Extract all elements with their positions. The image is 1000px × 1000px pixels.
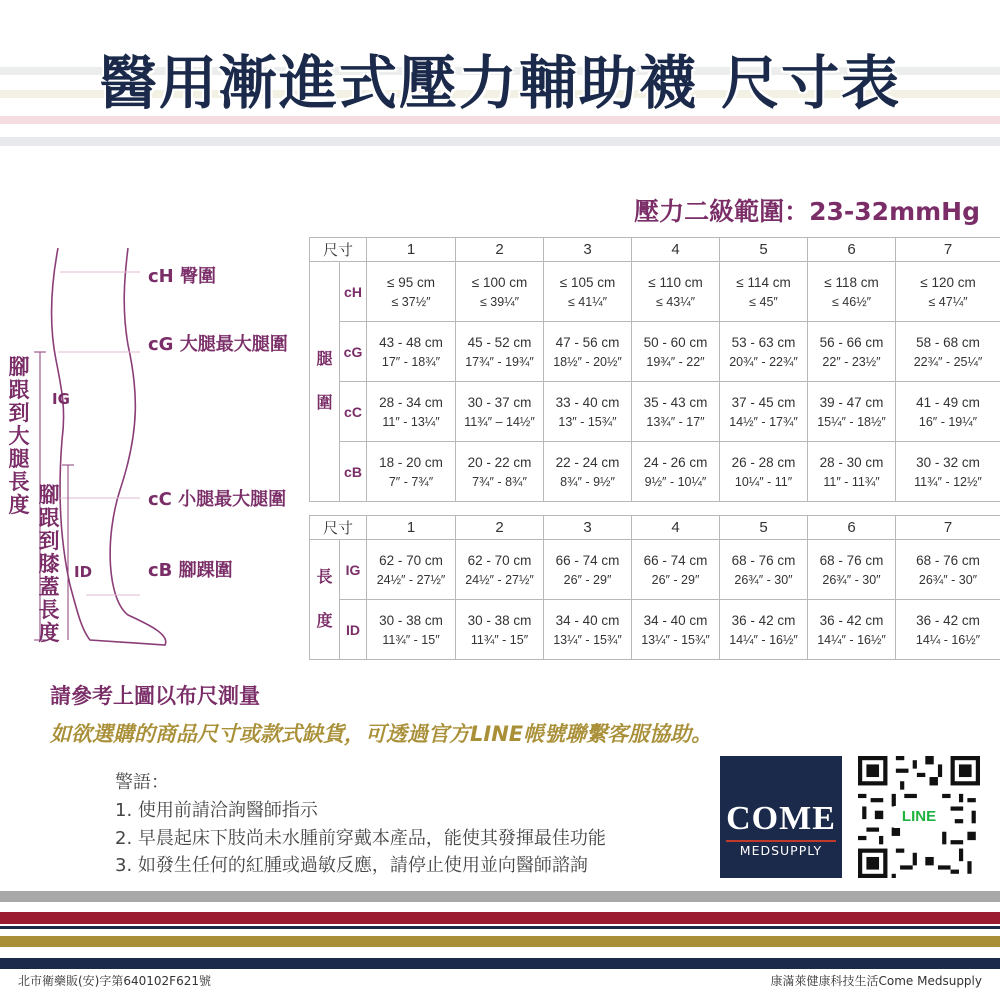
measurement-row xyxy=(310,262,1000,322)
size-cell xyxy=(544,382,632,442)
cm-value: 30 - 38 cm xyxy=(379,612,443,628)
inch-value: 11¾″ – 14½″ xyxy=(464,414,535,429)
inch-value: ≤ 39¼″ xyxy=(479,294,520,309)
cm-value: ≤ 100 cm xyxy=(471,274,528,290)
inch-value: 22″ - 23½″ xyxy=(822,354,881,369)
measurement-code: ID xyxy=(340,600,367,660)
cm-value: 41 - 49 cm xyxy=(916,394,980,410)
size-cell xyxy=(632,262,720,322)
inch-value: 16″ - 19¼″ xyxy=(918,414,978,429)
size-cell xyxy=(456,262,544,322)
cc-label: cC 小腿最大腿圍 xyxy=(148,489,287,510)
size-cell xyxy=(632,442,720,502)
group-label xyxy=(310,262,340,502)
inch-value: 8¾″ - 9½″ xyxy=(560,474,615,489)
logo-divider xyxy=(726,840,836,842)
size-cell xyxy=(544,600,632,660)
size-cell xyxy=(720,442,808,502)
warning-title: 警語： xyxy=(115,772,169,793)
cm-value: 34 - 40 cm xyxy=(643,612,708,628)
page-title: 醫用漸進式壓力輔助襪 尺寸表 xyxy=(98,49,902,117)
girth-size-table xyxy=(309,237,1000,502)
cm-value: 56 - 66 cm xyxy=(819,334,884,350)
size-cell xyxy=(456,442,544,502)
inch-value: ≤ 43¼″ xyxy=(655,294,696,309)
inch-value: 13¼″ - 15¾″ xyxy=(641,632,710,647)
size-cell xyxy=(896,382,1000,442)
measurement-row xyxy=(310,600,1000,660)
inch-value: 14¼ - 16½″ xyxy=(915,632,981,647)
size-cell xyxy=(720,322,808,382)
size-cell xyxy=(720,262,808,322)
measurement-row xyxy=(310,382,1000,442)
size-cell xyxy=(367,262,456,322)
size-number: 1 xyxy=(367,516,456,540)
inch-value: 7″ - 7¾″ xyxy=(388,474,434,489)
size-number: 2 xyxy=(456,516,544,540)
group-label-char: 圍 xyxy=(316,394,333,412)
measurement-code: cB xyxy=(340,442,367,502)
line-qr-code[interactable] xyxy=(858,756,980,878)
size-number: 4 xyxy=(632,238,720,262)
cm-value: 22 - 24 cm xyxy=(555,454,620,470)
size-number: 6 xyxy=(808,516,896,540)
measurement-code: cH xyxy=(340,262,367,322)
inch-value: ≤ 41¼″ xyxy=(567,294,608,309)
size-cell xyxy=(456,322,544,382)
cm-value: ≤ 105 cm xyxy=(559,274,616,290)
cm-value: 35 - 43 cm xyxy=(643,394,708,410)
inch-value: ≤ 46½″ xyxy=(831,294,872,309)
inch-value: 20¾″ - 22¾″ xyxy=(729,354,798,369)
footer-stripe-navy xyxy=(0,958,1000,969)
measurement-row xyxy=(310,540,1000,600)
logo-subtitle: MEDSUPPLY xyxy=(739,843,823,858)
size-cell xyxy=(632,600,720,660)
cm-value: ≤ 118 cm xyxy=(824,274,879,290)
size-header-row xyxy=(310,238,1000,262)
measurement-row xyxy=(310,322,1000,382)
inch-value: ≤ 45″ xyxy=(749,294,778,309)
footer-stripe-navy-thin xyxy=(0,926,1000,929)
leg-outline xyxy=(52,248,166,645)
cm-value: 53 - 63 cm xyxy=(731,334,796,350)
cm-value: 68 - 76 cm xyxy=(819,552,884,568)
size-cell xyxy=(456,382,544,442)
size-cell xyxy=(808,262,896,322)
cm-value: 36 - 42 cm xyxy=(731,612,796,628)
cm-value: 24 - 26 cm xyxy=(643,454,708,470)
cb-label: cB 腳踝圍 xyxy=(148,560,233,581)
inch-value: 17¾″ - 19¾″ xyxy=(465,354,534,369)
inch-value: 26¾″ - 30″ xyxy=(734,572,793,587)
stock-note: 如欲選購的商品尺寸或款式缺貨，可透過官方LINE帳號聯繫客服協助。 xyxy=(50,722,713,746)
warning-item: 2. 早晨起床下肢尚未水腫前穿戴本產品，能使其發揮最佳功能 xyxy=(115,828,606,849)
size-cell xyxy=(808,442,896,502)
cm-value: 45 - 52 cm xyxy=(467,334,532,350)
inch-value: 13″ - 15¾″ xyxy=(558,414,617,429)
size-number: 7 xyxy=(896,238,1000,262)
cm-value: 43 - 48 cm xyxy=(379,334,443,350)
inch-value: 14¼″ - 16½″ xyxy=(817,632,886,647)
company-name: 康滿萊健康科技生活Come Medsupply xyxy=(770,974,982,988)
size-cell xyxy=(367,600,456,660)
cm-value: 62 - 70 cm xyxy=(467,552,532,568)
cm-value: ≤ 95 cm xyxy=(387,274,435,290)
size-cell xyxy=(720,600,808,660)
size-cell xyxy=(456,540,544,600)
size-cell xyxy=(808,382,896,442)
size-cell xyxy=(367,540,456,600)
cm-value: 68 - 76 cm xyxy=(916,552,980,568)
inch-value: ≤ 47¼″ xyxy=(928,294,968,309)
ch-label: cH 臀圍 xyxy=(148,266,217,287)
cm-value: 28 - 30 cm xyxy=(819,454,884,470)
cm-value: ≤ 114 cm xyxy=(736,274,791,290)
inch-value: 11¾″ - 15″ xyxy=(470,632,529,647)
inch-value: 13¼″ - 15¾″ xyxy=(553,632,622,647)
inch-value: 15¼″ - 18½″ xyxy=(817,414,886,429)
inch-value: 7¾″ - 8¾″ xyxy=(472,474,527,489)
size-cell xyxy=(632,322,720,382)
size-header-row xyxy=(310,516,1000,540)
logo-word: COME xyxy=(726,800,836,837)
license-number: 北市衛藥販(安)字第640102F621號 xyxy=(18,974,211,988)
cm-value: 62 - 70 cm xyxy=(379,552,443,568)
size-cell xyxy=(808,322,896,382)
inch-value: 22¾″ - 25¼″ xyxy=(913,354,983,369)
measurement-row xyxy=(310,442,1000,502)
inch-value: 19¾″ - 22″ xyxy=(646,354,705,369)
inch-value: 11″ - 11¾″ xyxy=(823,474,880,489)
inch-value: 9½″ - 10¼″ xyxy=(644,474,707,489)
size-cell xyxy=(544,322,632,382)
size-cell xyxy=(808,540,896,600)
line-logo: LINE xyxy=(894,806,944,828)
pressure-range: 壓力二級範圍：23-32mmHg xyxy=(634,197,980,226)
cm-value: 30 - 38 cm xyxy=(467,612,532,628)
size-cell xyxy=(632,540,720,600)
inch-value: 14½″ - 17¾″ xyxy=(729,414,798,429)
size-number: 6 xyxy=(808,238,896,262)
inch-value: 24½″ - 27½″ xyxy=(465,572,534,587)
group-label-char: 度 xyxy=(316,612,333,630)
size-number: 7 xyxy=(896,516,1000,540)
cm-value: 66 - 74 cm xyxy=(643,552,708,568)
cm-value: 39 - 47 cm xyxy=(819,394,884,410)
cm-value: 28 - 34 cm xyxy=(379,394,443,410)
size-number: 2 xyxy=(456,238,544,262)
cm-value: 30 - 37 cm xyxy=(467,394,532,410)
size-cell xyxy=(896,322,1000,382)
footer-stripe-gold xyxy=(0,936,1000,947)
size-number: 1 xyxy=(367,238,456,262)
size-cell xyxy=(896,600,1000,660)
footer-stripe-red xyxy=(0,912,1000,924)
cm-value: 58 - 68 cm xyxy=(916,334,980,350)
size-header-label: 尺寸 xyxy=(310,238,367,262)
warning-item: 3. 如發生任何的紅腫或過敏反應，請停止使用並向醫師諮詢 xyxy=(115,855,588,876)
cm-value: 36 - 42 cm xyxy=(819,612,884,628)
inch-value: 14¼″ - 16½″ xyxy=(729,632,798,647)
id-label: ID xyxy=(74,563,93,581)
inch-value: 26¾″ - 30″ xyxy=(918,572,978,587)
inch-value: 26¾″ - 30″ xyxy=(822,572,881,587)
inch-value: 26″ - 29″ xyxy=(563,572,612,587)
id-vertical-label: 腳跟到膝蓋長度 xyxy=(38,483,60,645)
cm-value: 68 - 76 cm xyxy=(731,552,796,568)
group-label-char: 長 xyxy=(316,568,333,586)
cm-value: 26 - 28 cm xyxy=(731,454,796,470)
cg-label: cG 大腿最大腿圍 xyxy=(148,334,288,355)
footer-stripe-gray xyxy=(0,891,1000,902)
inch-value: 11¾″ - 12½″ xyxy=(914,474,982,489)
cm-value: 20 - 22 cm xyxy=(467,454,532,470)
group-label xyxy=(310,540,340,660)
come-medsupply-logo xyxy=(720,756,842,878)
cm-value: 50 - 60 cm xyxy=(643,334,708,350)
measurement-code: cG xyxy=(340,322,367,382)
inch-value: 11″ - 13¼″ xyxy=(382,414,440,429)
measurement-code: IG xyxy=(340,540,367,600)
size-cell xyxy=(808,600,896,660)
length-table-body xyxy=(310,516,1000,660)
size-cell xyxy=(720,540,808,600)
size-cell xyxy=(367,382,456,442)
size-number: 4 xyxy=(632,516,720,540)
size-cell xyxy=(720,382,808,442)
size-header-label: 尺寸 xyxy=(310,516,367,540)
size-cell xyxy=(896,540,1000,600)
measurement-reference: 請參考上圖以布尺測量 xyxy=(50,684,260,708)
cm-value: 47 - 56 cm xyxy=(555,334,620,350)
inch-value: 10¼″ - 11″ xyxy=(734,474,793,489)
size-cell xyxy=(544,540,632,600)
size-cell xyxy=(544,262,632,322)
measurement-code: cC xyxy=(340,382,367,442)
size-number: 3 xyxy=(544,516,632,540)
size-number: 5 xyxy=(720,516,808,540)
cm-value: 30 - 32 cm xyxy=(916,454,980,470)
inch-value: 13¾″ - 17″ xyxy=(646,414,705,429)
cm-value: 37 - 45 cm xyxy=(731,394,796,410)
header-stripe-gray-bottom xyxy=(0,137,1000,146)
ig-vertical-label: 腳跟到大腿長度 xyxy=(8,355,30,517)
cm-value: 33 - 40 cm xyxy=(555,394,620,410)
size-cell xyxy=(632,382,720,442)
cm-value: 36 - 42 cm xyxy=(916,612,980,628)
length-size-table xyxy=(309,515,1000,660)
inch-value: 24½″ - 27½″ xyxy=(376,572,446,587)
cm-value: 18 - 20 cm xyxy=(379,454,443,470)
size-cell xyxy=(896,442,1000,502)
girth-table-body xyxy=(310,238,1000,502)
cm-value: 66 - 74 cm xyxy=(555,552,620,568)
size-cell xyxy=(544,442,632,502)
size-cell xyxy=(896,262,1000,322)
size-cell xyxy=(367,442,456,502)
inch-value: 17″ - 18¾″ xyxy=(381,354,441,369)
warning-item: 1. 使用前請洽詢醫師指示 xyxy=(115,800,318,821)
cm-value: ≤ 120 cm xyxy=(920,274,976,290)
size-cell xyxy=(456,600,544,660)
inch-value: 18½″ - 20½″ xyxy=(553,354,622,369)
size-number: 3 xyxy=(544,238,632,262)
cm-value: ≤ 110 cm xyxy=(648,274,703,290)
size-number: 5 xyxy=(720,238,808,262)
size-cell xyxy=(367,322,456,382)
inch-value: 11¾″ - 15″ xyxy=(382,632,440,647)
inch-value: ≤ 37½″ xyxy=(391,294,431,309)
cm-value: 34 - 40 cm xyxy=(555,612,620,628)
ig-label: IG xyxy=(52,390,70,408)
inch-value: 26″ - 29″ xyxy=(651,572,700,587)
group-label-char: 腿 xyxy=(316,350,333,368)
